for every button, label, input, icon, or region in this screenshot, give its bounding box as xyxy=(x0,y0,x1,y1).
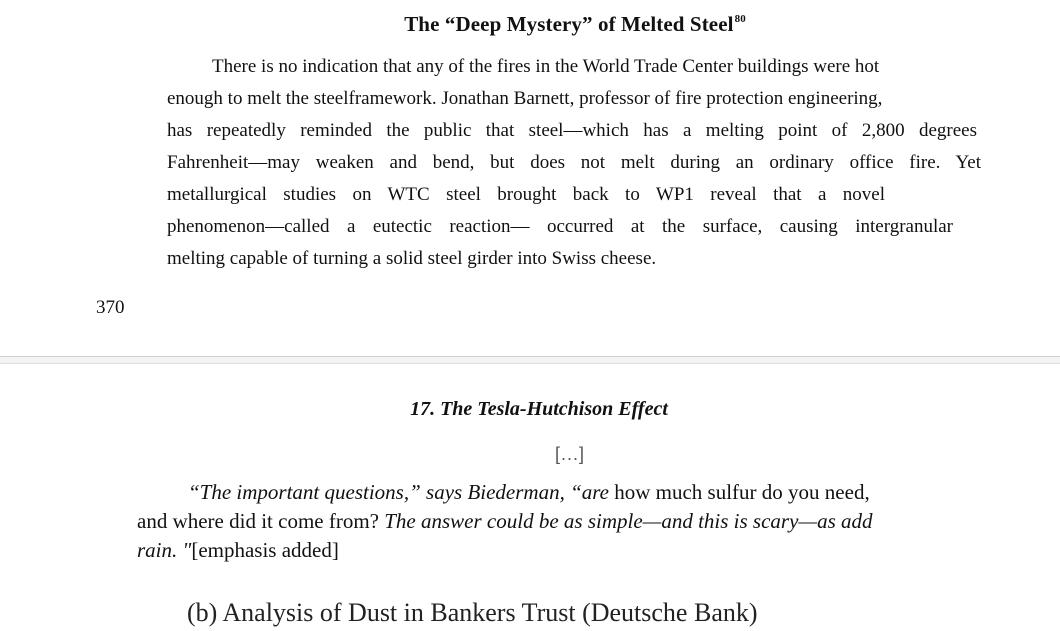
page-divider xyxy=(0,356,1060,364)
quote-line xyxy=(137,538,339,562)
quote-roman-text: how much sulfur do you need, xyxy=(608,480,870,504)
quote-line xyxy=(188,480,870,504)
omission-marker: [...] xyxy=(555,444,586,464)
paragraph-line: melting capable of turning a solid steel girder into Swiss cheese. xyxy=(167,248,657,269)
paragraph-line: metallurgical studies on WTC steel brought back to WP1 reveal that a novel xyxy=(167,184,885,205)
page-number: 370 xyxy=(96,297,125,318)
quote-roman-text: and where did it come from? xyxy=(137,509,385,533)
paragraph-line: has repeatedly reminded the public that steel—which has a melting point of 2,800 degrees xyxy=(167,120,977,141)
quote-italic-text: “The important questions,” says Biederman, “are xyxy=(188,480,609,504)
paragraph-line: enough to melt the steelframework. Jonathan Barnett, professor of fire protection engineering, xyxy=(167,88,883,109)
paragraph-line: There is no indication that any of the fires in the World Trade Center buildings were hot xyxy=(212,56,880,77)
emphasis-note: [emphasis added] xyxy=(191,538,339,562)
subsection-title: (b) Analysis of Dust in Bankers Trust (Deutsche Bank) xyxy=(187,598,758,627)
paragraph-line: Fahrenheit—may weaken and bend, but does not melt during an ordinary office fire. Yet xyxy=(167,152,981,173)
lower-page xyxy=(0,364,1060,631)
quote-italic-text: rain. " xyxy=(137,538,192,562)
section-title-text: The “Deep Mystery” of Melted Steel xyxy=(404,12,734,36)
section-title xyxy=(0,12,1060,37)
paragraph-line: phenomenon—called a eutectic reaction— occurred at the surface, causing intergranular xyxy=(167,216,953,237)
footnote-marker: 80 xyxy=(734,13,746,25)
quote-line xyxy=(137,509,873,533)
chapter-title: 17. The Tesla-Hutchison Effect xyxy=(410,398,668,420)
quote-italic-text: The answer could be as simple—and this is scary—as add xyxy=(384,509,873,533)
